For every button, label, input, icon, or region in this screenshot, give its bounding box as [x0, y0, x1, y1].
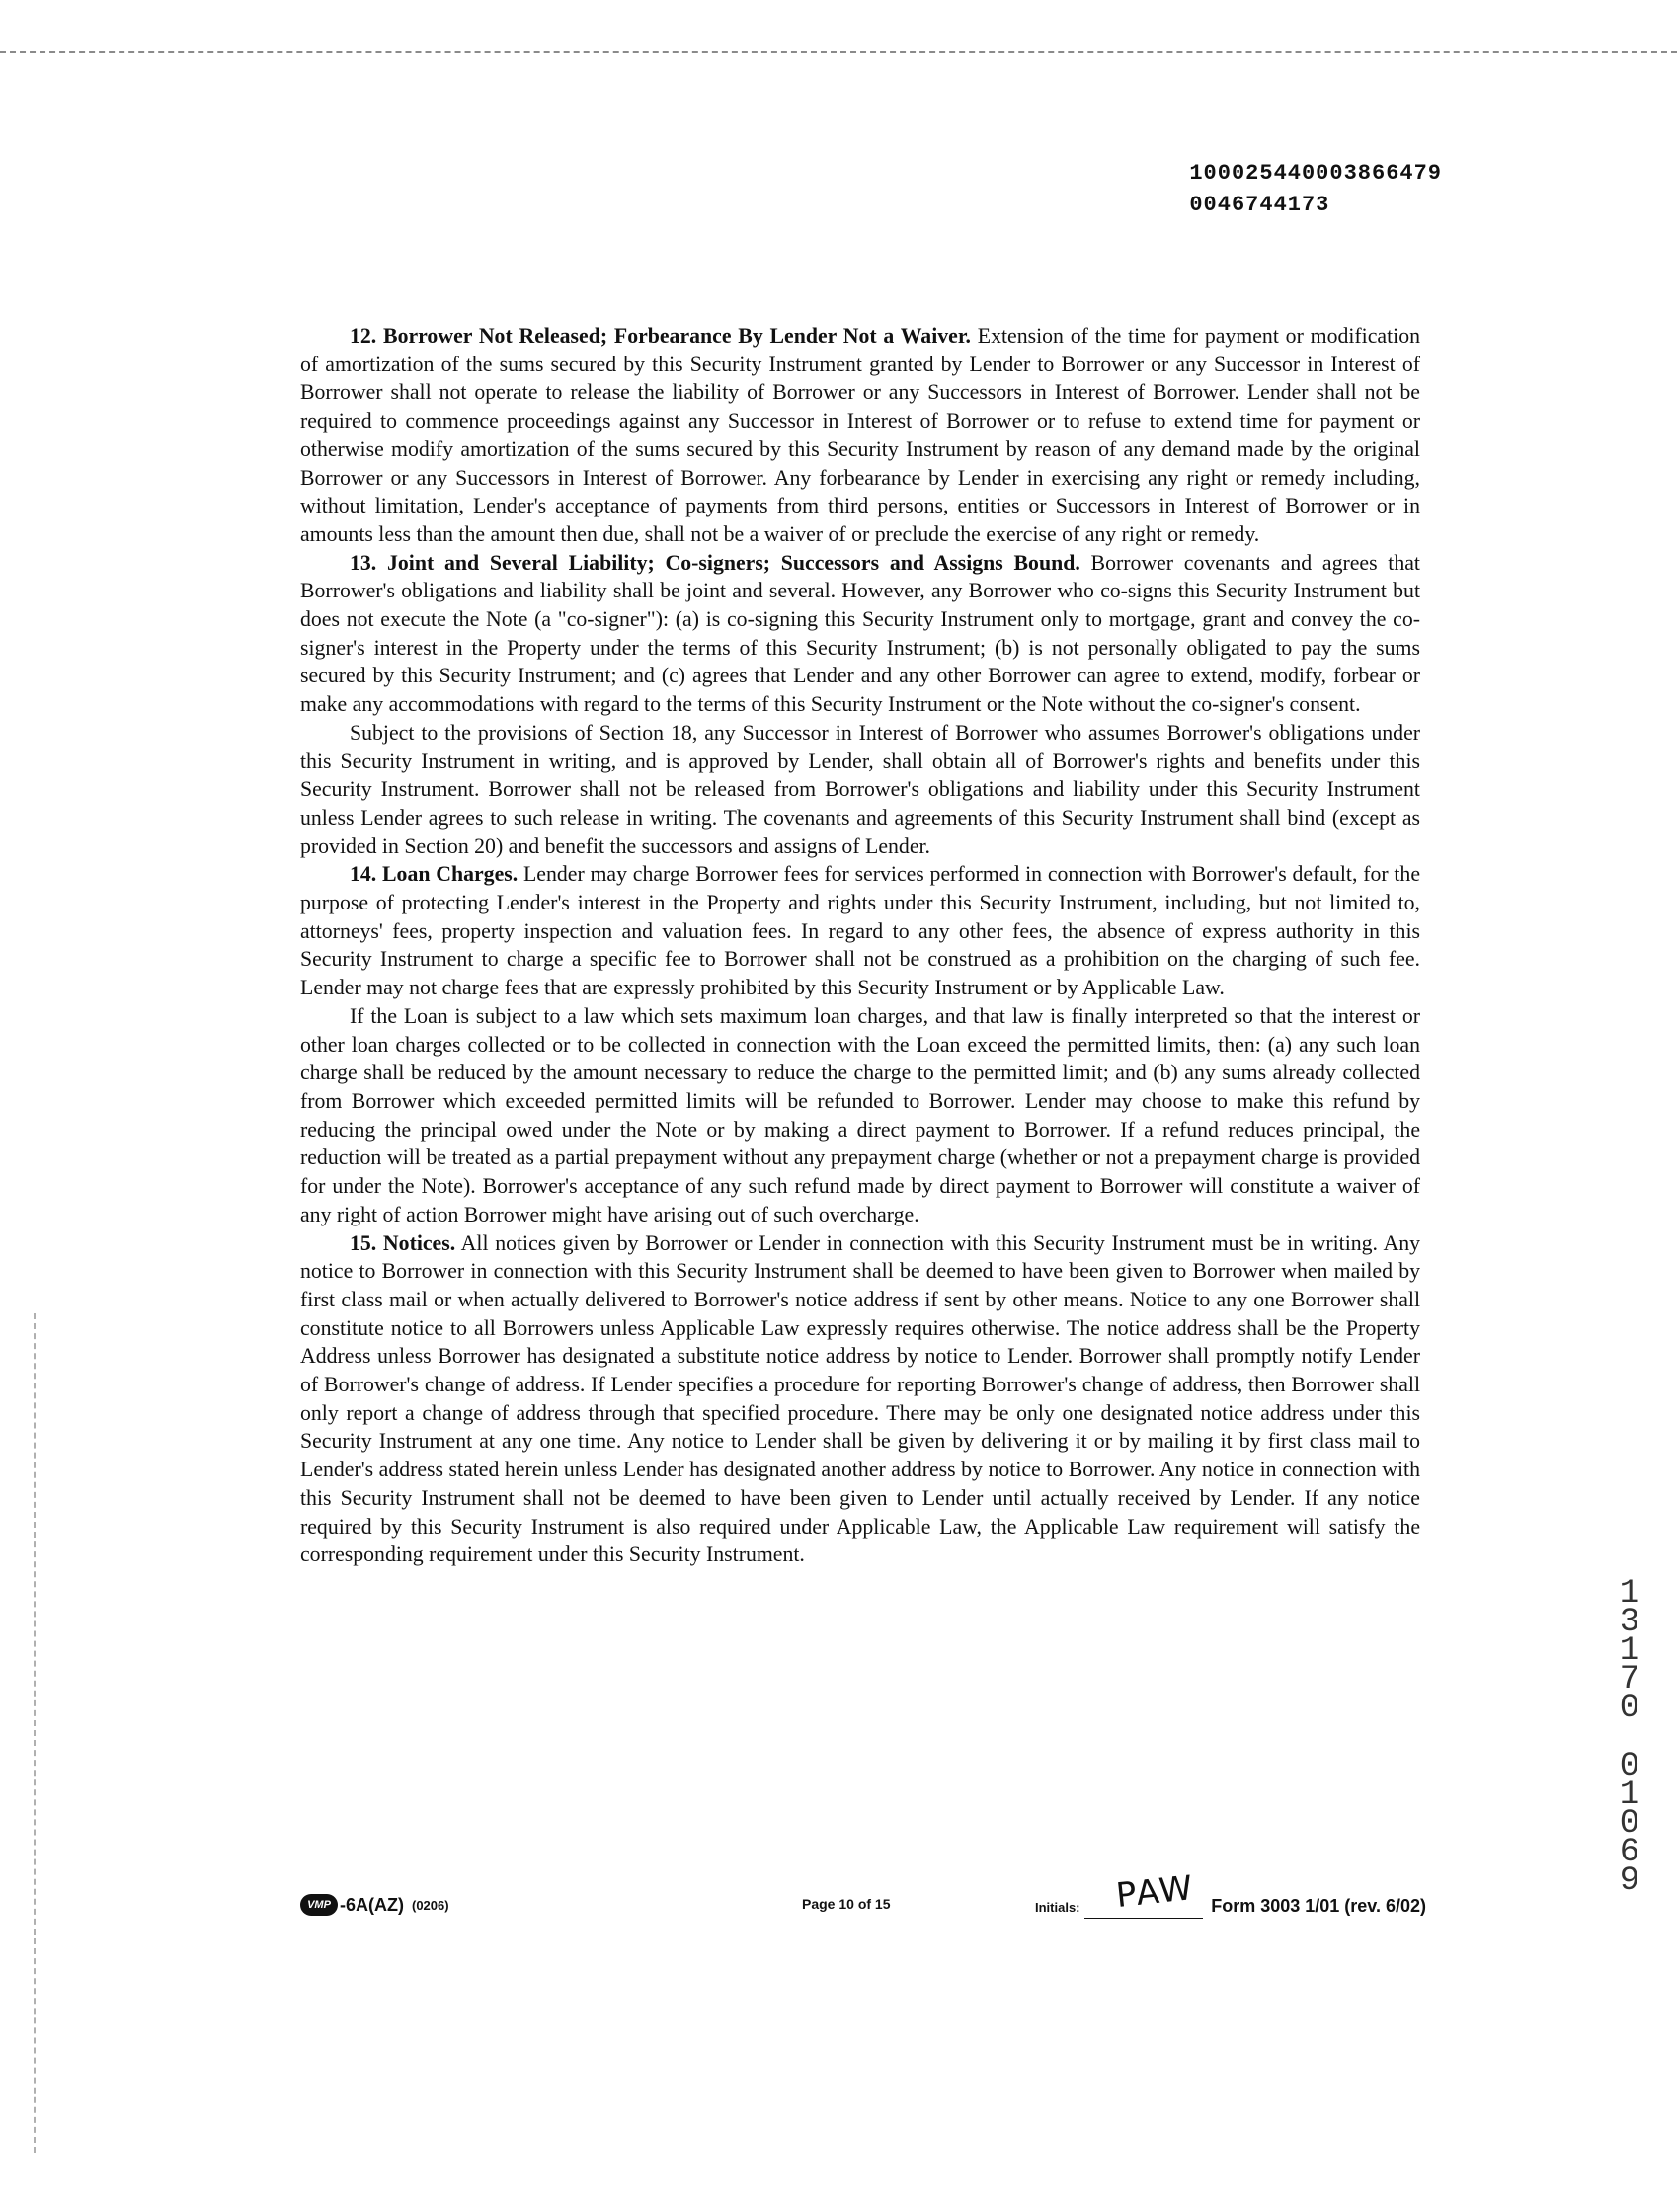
section-text: Extension of the time for payment or modification of amortization of the sums secured by this Security Instrument granted by Lender to Borrower or any Successor in Interest of Borrower shall not operate to release the liability of Borrower or any Successors in Interest of Borrower. Lender shall not be required to commence proceedings against any Successor in Interest of Borrower or to refuse to extend time for payment or otherwise modify amortization of the sums secured by this Security Instrument by reason of any demand made by the original Borrower or any Successors in Interest of Borrower. Any forbearance by Lender in exercising any right or remedy including, without limitation, Lender's acceptance of payments from third persons, entities or Successors in Interest of Borrower or in amounts less than the amount then due, shall not be a waiver of or preclude the exercise of any right or remedy. [300, 324, 1420, 546]
initials-block [1035, 1867, 1197, 1924]
min-number: 100025440003866479 [1189, 161, 1442, 186]
section-text: Lender may charge Borrower fees for services performed in connection with Borrower's default, for the purpose of protecting Lender's interest in the Property and rights under this Security Instrument, including, but not limited to, attorneys' fees, property inspection and valuation fees. In regard to any other fees, the absence of express authority in this Security Instrument to charge a specific fee to Borrower shall not be construed as a prohibition on the charging of such fee. Lender may not charge fees that are expressly prohibited by this Security Instrument or by Applicable Law. [300, 862, 1421, 1000]
section-heading: 12. Borrower Not Released; Forbearance By Lender Not a Waiver. [350, 324, 971, 348]
page-number: Page 10 of 15 [802, 1896, 891, 1912]
section-14-continued [300, 1002, 1420, 1229]
section-text: All notices given by Borrower or Lender in connection with this Security Instrument must be in writing. Any notice to Borrower in connection with this Security Instrument shall be deemed to have been given to Borrower when mailed by first class mail or when actually delivered to Borrower's notice address if sent by other means. Notice to any one Borrower shall constitute notice to all Borrowers unless Applicable Law expressly requires otherwise. The notice address shall be the Property Address unless Borrower has designated a substitute notice address by notice to Lender. Borrower shall promptly notify Lender of Borrower's change of address. If Lender specifies a procedure for reporting Borrower's change of address, then Borrower shall only report a change of address through that specified procedure. There may be only one designated notice address under this Security Instrument at any one time. Any notice to Lender shall be given by delivering it or by mailing it by first class mail to Lender's address stated herein unless Lender has designated another address by notice to Borrower. Any notice in connection with this Security Instrument shall not be deemed to have been given to Lender until actually received by Lender. If any notice required by this Security Instrument is also required under Applicable Law, the Applicable Law requirement will satisfy the corresponding requirement under this Security Instrument. [300, 1230, 1421, 1567]
initials-label: Initials: [1035, 1900, 1080, 1915]
section-text: Subject to the provisions of Section 18, any Successor in Interest of Borrower who assumes Borrower's obligations under this Security Instrument in writing, and is approved by Lender, shall obtain all of Borrower's rights and benefits under this Security Instrument. Borrower shall not be released from Borrower's obligations and liability under this Security Instrument unless Lender agrees to such release in writing. The covenants and agreements of this Security Instrument shall bind (except as provided in Section 20) and benefit the successors and assigns of Lender. [300, 720, 1420, 858]
form-logo [300, 1894, 449, 1916]
stamp-digit: 1 [1619, 1575, 1640, 1613]
form-code: -6A(AZ) [340, 1894, 404, 1915]
loan-number: 0046744173 [1189, 193, 1330, 217]
stamp-digit: 0 [1619, 1748, 1640, 1785]
stamp-digit: 0 [1619, 1805, 1640, 1843]
stamp-digit: 3 [1619, 1604, 1640, 1641]
stamp-digit: 7 [1619, 1661, 1640, 1698]
stamp-digit: 1 [1619, 1632, 1640, 1670]
scan-margin-line [34, 1313, 36, 2153]
section-heading: 15. Notices. [350, 1230, 456, 1255]
initials-signature: PAW [1114, 1867, 1197, 1917]
stamp-digit: 1 [1619, 1777, 1640, 1814]
form-number: Form 3003 1/01 (rev. 6/02) [1211, 1896, 1426, 1916]
section-text: Borrower covenants and agrees that Borrower's obligations and liability shall be joint and several. However, any Borrower who co-signs this Security Instrument but does not execute the Note (a "co-signer"): (a) is co-signing this Security Instrument only to mortgage, grant and convey the co-signer's interest in the Property under the terms of this Security Instrument; (b) is not personally obligated to pay the sums secured by this Security Instrument; and (c) agrees that Lender and any other Borrower can agree to extend, modify, forbear or make any accommodations with regard to the terms of this Security Instrument or the Note without the co-signer's consent. [300, 550, 1420, 717]
section-13 [300, 549, 1420, 719]
initials-line [1084, 1918, 1203, 1919]
section-14 [300, 860, 1420, 1002]
vmp-logo-icon: VMP [300, 1894, 338, 1916]
section-12 [300, 322, 1420, 549]
document-body [300, 322, 1420, 1569]
recording-stamp [1610, 1575, 1649, 1900]
section-heading: 14. Loan Charges. [350, 862, 519, 887]
form-date: (0206) [412, 1897, 449, 1913]
section-text: If the Loan is subject to a law which sets maximum loan charges, and that law is finally interpreted so that the interest or other loan charges collected or to be collected in connection with the Loan exceed the permitted limits, then: (a) any such loan charge shall be reduced by the amount necessary to reduce the charge to the permitted limit; and (b) any sums already collected from Borrower which exceeded permitted limits will be refunded to Borrower. Lender may choose to make this refund by reducing the principal owed under the Note or by making a direct payment to Borrower. If a refund reduces principal, the reduction will be treated as a partial prepayment without any prepayment charge (whether or not a prepayment charge is provided for under the Note). Borrower's acceptance of any such refund made by direct payment to Borrower will constitute a waiver of any right of action Borrower might have arising out of such overcharge. [300, 1003, 1420, 1226]
loan-identifiers [1189, 158, 1442, 221]
section-15 [300, 1229, 1420, 1569]
scan-edge-line [0, 51, 1677, 53]
stamp-digit: 0 [1619, 1690, 1640, 1727]
stamp-digit: 9 [1619, 1862, 1640, 1900]
section-13-continued [300, 719, 1420, 861]
page-footer [300, 1867, 1426, 1943]
section-heading: 13. Joint and Several Liability; Co-signers; Successors and Assigns Bound. [350, 550, 1080, 575]
stamp-digit: 6 [1619, 1834, 1640, 1871]
